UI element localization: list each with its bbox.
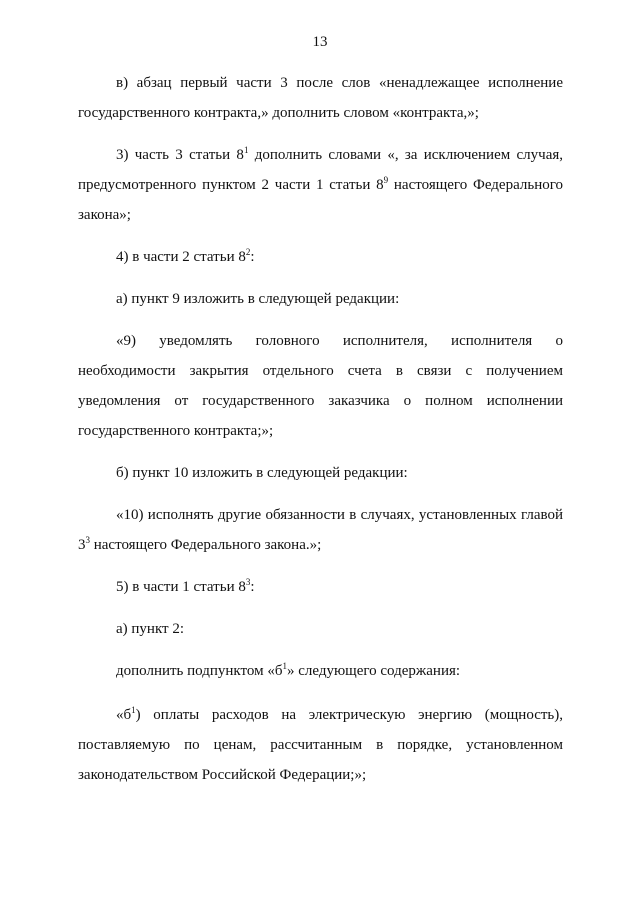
superscript: 9 (383, 175, 389, 185)
superscript: 3 (85, 535, 90, 545)
paragraph (78, 500, 563, 560)
page-number: 13 (312, 34, 328, 50)
text: б) пункт 10 изложить в следующей редакции: (116, 465, 408, 481)
paragraph (78, 68, 563, 128)
text: а) пункт 9 изложить в следующей редакции: (116, 291, 400, 307)
paragraph (78, 284, 563, 314)
text: » следующего содержания: (286, 663, 461, 679)
paragraph (78, 326, 563, 446)
paragraph (78, 656, 563, 686)
superscript: 2 (245, 247, 251, 257)
text: настоящего Федерального закона»; (78, 177, 563, 223)
text: : (250, 579, 255, 595)
paragraph (78, 242, 563, 272)
text: «б (116, 707, 132, 723)
text: 3) часть 3 статьи 8 (116, 147, 244, 163)
paragraph (78, 458, 563, 488)
text: ) оплаты расходов на электрическую энергию (мощность), поставляемую по ценам, рассчитанным в порядке, установленном законодательством Российской Федерации;»; (78, 707, 563, 783)
paragraph (78, 614, 563, 644)
superscript: 1 (243, 145, 249, 155)
superscript: 3 (245, 577, 251, 587)
paragraph (78, 700, 563, 790)
text: «9) уведомлять головного исполнителя, исполнителя о необходимости закрытия отдельного счета в связи с получением уведомления от государственного заказчика о полном исполнении государственного контракта;»; (78, 333, 563, 439)
superscript: 1 (131, 705, 136, 715)
document-body (78, 68, 563, 790)
text: в) абзац первый части 3 после слов «ненадлежащее исполнение государственного контракта,» дополнить словом «контракта,»; (78, 75, 563, 121)
superscript: 1 (282, 661, 287, 671)
paragraph (78, 140, 563, 230)
text: дополнить подпунктом «б (116, 663, 283, 679)
text: : (250, 249, 255, 265)
text: а) пункт 2: (116, 621, 185, 637)
text: дополнить словами «, за исключением случая, предусмотренного пунктом 2 части 1 статьи 8 (78, 147, 563, 193)
text: настоящего Федерального закона.»; (90, 537, 322, 553)
text: 4) в части 2 статьи 8 (116, 249, 246, 265)
paragraph (78, 572, 563, 602)
text: 5) в части 1 статьи 8 (116, 579, 246, 595)
text: «10) исполнять другие обязанности в случаях, установленных главой 3 (78, 507, 563, 553)
